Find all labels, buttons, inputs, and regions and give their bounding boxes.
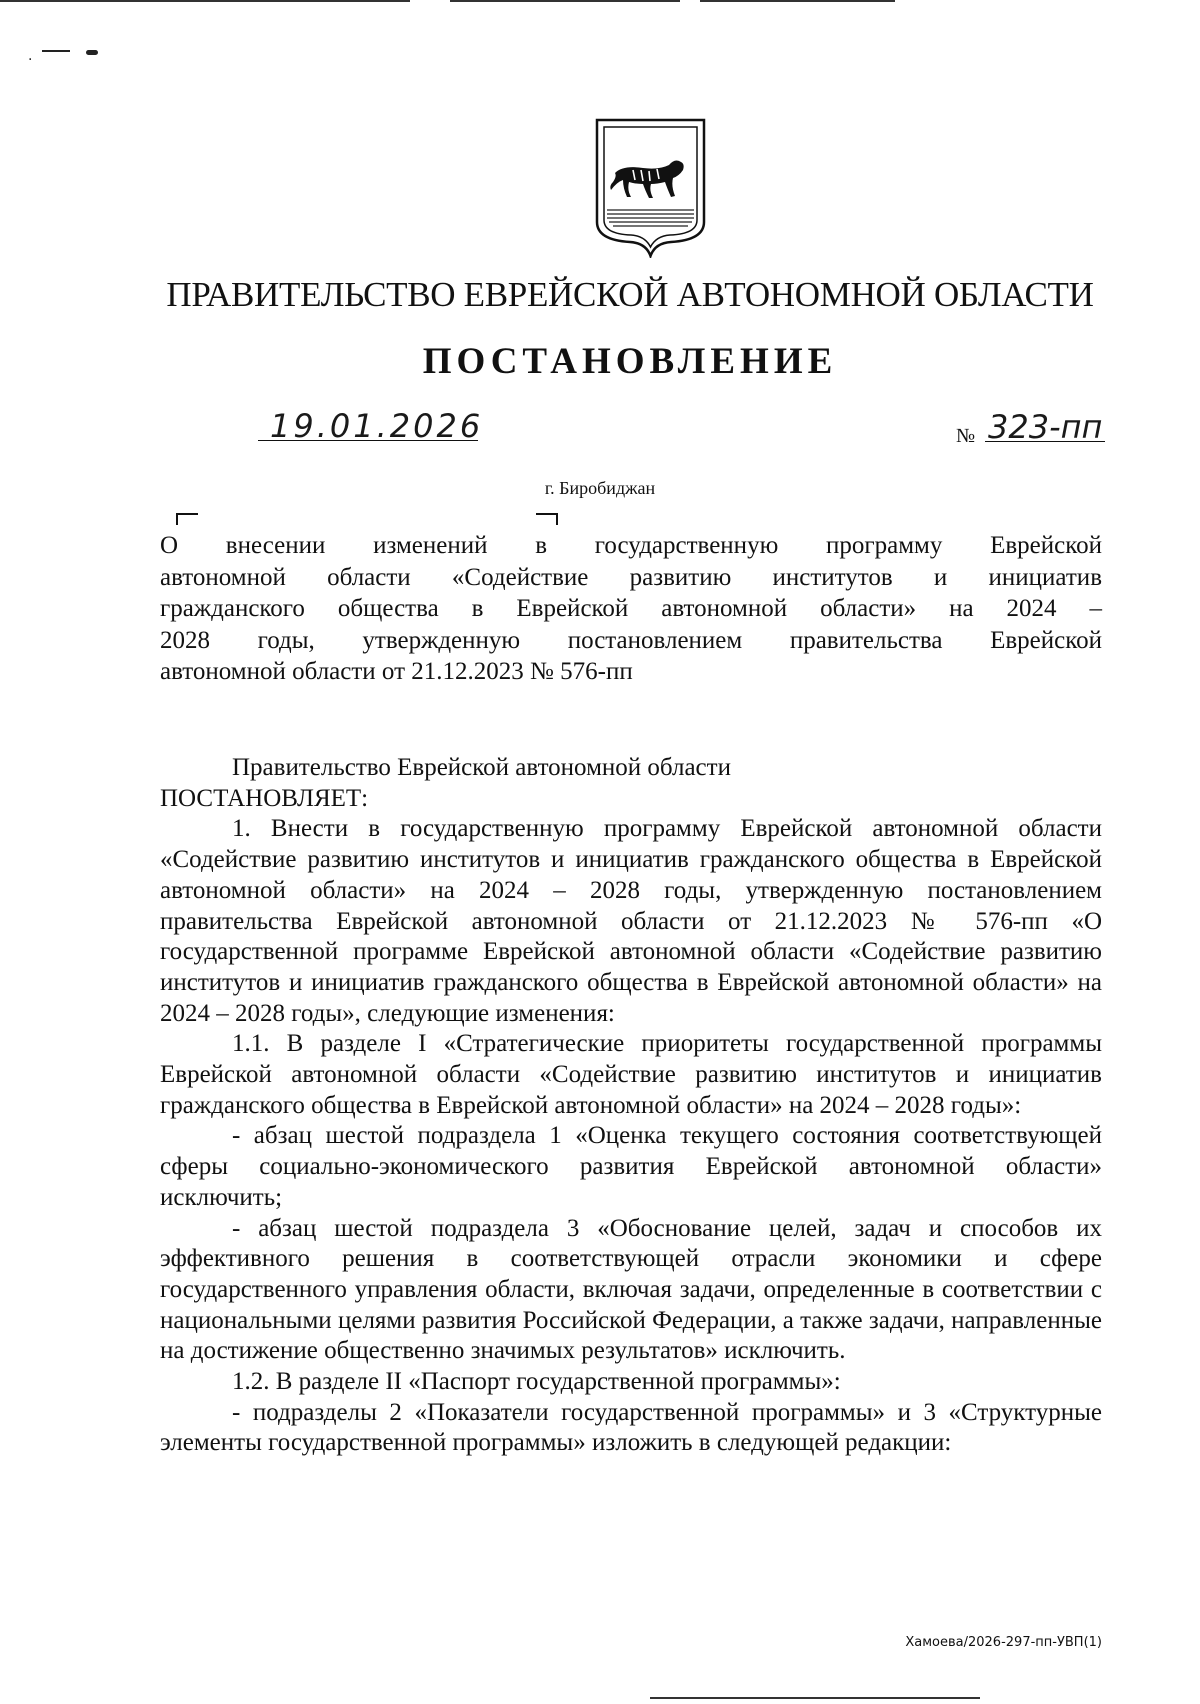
document-number: 323-пп (988, 408, 1103, 446)
number-underline (985, 441, 1105, 442)
footer-reference: Хамоева/2026-297-пп-УВП(1) (905, 1635, 1102, 1650)
document-type-title: ПОСТАНОВЛЕНИЕ (422, 341, 838, 382)
subject-bracket-right (536, 513, 558, 525)
paragraph-1-2: 1.2. В разделе II «Паспорт государственной программы»: (232, 1368, 841, 1396)
paragraph-1-1-item-b: - абзац шестой подраздела 3 «Обоснование целей, задач и способов их эффективного решения в соответствующей отрасли экономики и сфере государственного управления области, включая задачи, определенные в соответствии с национальными целями развития Российской Федерации, а также задачи, направленные на достижение общественно значимых результатов» исключить. (160, 1214, 1102, 1365)
scan-speck (42, 50, 70, 52)
subject-line: автономной области от 21.12.2023 № 576-пп (160, 658, 633, 686)
city-label: г. Биробиджан (544, 478, 656, 498)
preamble: Правительство Еврейской автономной области (232, 754, 731, 781)
scan-edge-line (650, 1697, 980, 1699)
paragraph-1-1: 1.1. В разделе I «Стратегические приоритеты государственной программы Еврейской автономной области «Содействие развитию институтов и инициатив гражданского общества в Еврейской автономной области» на 2024 – 2028 годы»: (160, 1030, 1102, 1119)
coat-of-arms-tiger-icon (593, 118, 708, 258)
paragraph-1-2-item-a: - подразделы 2 «Показатели государственной программы» и 3 «Структурные элементы государственной программы» изложить в следующей редакции: (160, 1398, 1102, 1457)
subject-heading (160, 530, 1102, 688)
subject-line: гражданского общества в Еврейской автономной области» на 2024 – (160, 595, 1102, 623)
document-body (160, 753, 1102, 1459)
paragraph-1-1-item-a: - абзац шестой подраздела 1 «Оценка текущего состояния соответствующей сферы социально-экономического развития Еврейской автономной области» исключить; (160, 1122, 1102, 1211)
subject-bracket-left (176, 513, 198, 525)
scan-edge-line (700, 0, 895, 2)
subject-line: О внесении изменений в государственную программу Еврейской (160, 532, 1102, 559)
scan-edge-line (450, 0, 680, 2)
number-sign: № (956, 425, 976, 447)
scan-edge-line (0, 0, 410, 2)
date-underline (258, 440, 478, 441)
document-date: 19.01.2026 (270, 407, 484, 445)
paragraph-1: 1. Внести в государственную программу Еврейской автономной области «Содействие развитию институтов и инициатив гражданского общества в Еврейской автономной области» на 2024 – 2028 годы, утвержденную постановлением правительства Еврейской автономной области от 21.12.2023 № 576-пп «О государственной программе Еврейской автономной области «Содействие развитию институтов и инициатив гражданского общества в Еврейской автономной области» на 2024 – 2028 годы», следующие изменения: (160, 815, 1102, 1027)
scan-speck (86, 50, 98, 55)
scan-speck: · (28, 52, 33, 68)
authority-title: ПРАВИТЕЛЬСТВО ЕВРЕЙСКОЙ АВТОНОМНОЙ ОБЛАСТИ (166, 275, 1094, 314)
subject-line: автономной области «Содействие развитию институтов и инициатив (160, 563, 1102, 591)
decree-word: ПОСТАНОВЛЯЕТ: (160, 784, 369, 812)
subject-line: 2028 годы, утвержденную постановлением правительства Еврейской (160, 626, 1102, 654)
